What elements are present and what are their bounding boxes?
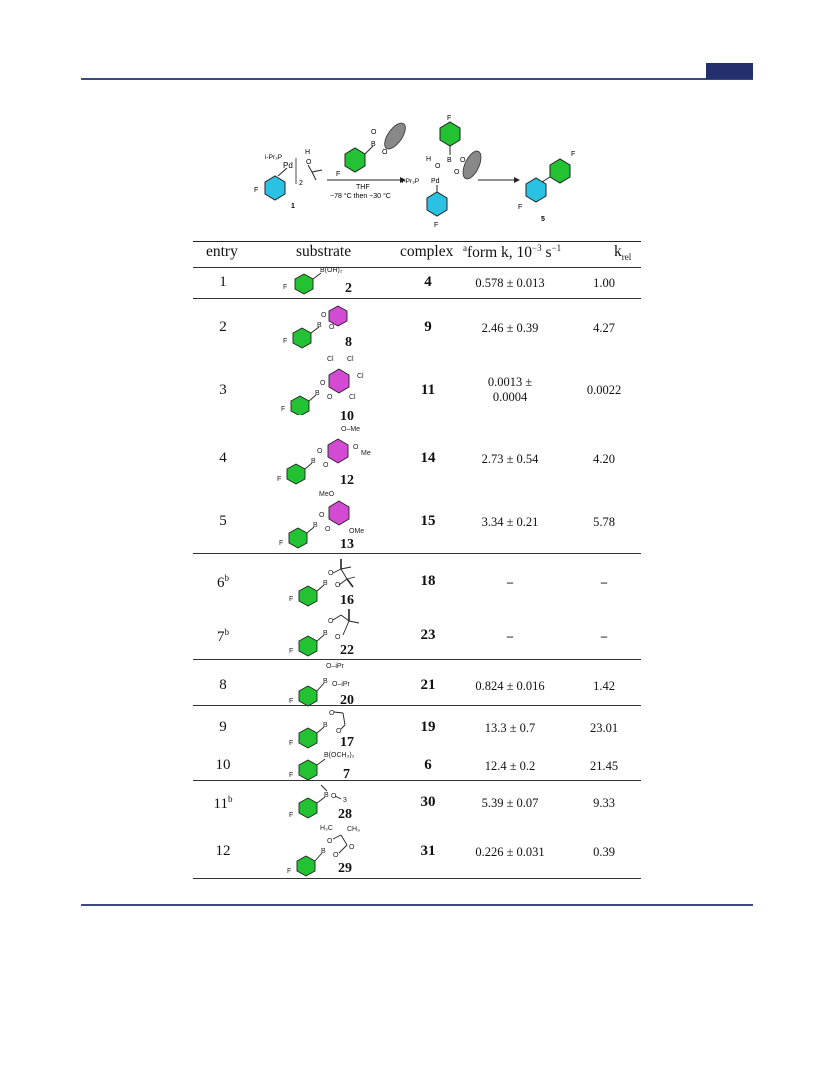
row-2-krel: 4.27 (593, 321, 615, 335)
svg-text:F: F (283, 284, 288, 291)
row-7-entry: 7$^b$ (217, 627, 229, 645)
reagent-f-label: F (254, 187, 259, 194)
svg-text:Pd: Pd (431, 178, 440, 185)
svg-text:OMe: OMe (349, 528, 365, 535)
row-6-substrate-label: 16 (340, 593, 354, 608)
row-3-entry: 3 (219, 382, 227, 398)
svg-text:O: O (328, 618, 334, 625)
row-5-substrate-label: 13 (340, 537, 354, 552)
svg-text:B(OCH₃)₂: B(OCH₃)₂ (324, 752, 355, 759)
svg-text:O: O (325, 526, 331, 533)
svg-text:O–iPr: O–iPr (332, 681, 350, 688)
svg-text:B: B (323, 722, 328, 729)
svg-text:O: O (327, 394, 333, 401)
svg-text:B: B (315, 390, 320, 397)
svg-text:F: F (336, 171, 341, 178)
svg-text:O: O (331, 793, 337, 800)
row-8-krel: 1.42 (593, 679, 615, 693)
row-1-entry: 1 (219, 274, 227, 290)
row-1-krel: 1.00 (593, 276, 615, 290)
row-12-substrate-label: 29 (338, 861, 352, 876)
header-entry: entry (206, 243, 238, 260)
row-10-rate: 12.4 ± 0.2 (484, 759, 536, 773)
row-1-rate: 0.578 ± 0.013 (475, 276, 545, 290)
reagent-two-label: 2 (299, 180, 303, 187)
svg-text:O: O (349, 844, 355, 851)
row-6-complex: 18 (420, 573, 436, 589)
row-5-rule (193, 553, 641, 554)
svg-text:F: F (571, 151, 576, 158)
row-10-substrate-label: 7 (343, 767, 350, 782)
svg-text:O: O (320, 380, 326, 387)
row-7-krel: – (600, 629, 608, 643)
svg-text:F: F (434, 222, 439, 229)
svg-text:O: O (454, 169, 460, 176)
row-10-rule (193, 780, 641, 781)
svg-text:H: H (426, 156, 432, 163)
svg-text:H₃C: H₃C (320, 825, 333, 832)
header-krel: $k_{rel}$ (614, 243, 632, 263)
row-9-substrate-label: 17 (340, 735, 354, 750)
row-4-entry: 4 (219, 450, 227, 466)
svg-text:O: O (335, 582, 341, 589)
svg-text:O: O (328, 570, 334, 577)
svg-text:O: O (323, 462, 329, 469)
boronic-ester-reagent (336, 120, 409, 178)
product-5-structure (518, 151, 575, 223)
page-number-box (706, 63, 753, 79)
row-4-krel: 4.20 (593, 452, 615, 466)
row-4-substrate-structure (273, 423, 403, 485)
svg-text:B: B (323, 678, 328, 685)
svg-text:B: B (321, 848, 326, 855)
reaction-scheme (250, 110, 620, 235)
row-9-rate: 13.3 ± 0.7 (484, 721, 536, 735)
svg-text:B: B (447, 157, 452, 164)
reagent-h-label: H (305, 149, 311, 156)
table-bottom-rule (193, 878, 641, 879)
row-9-substrate-structure (273, 705, 403, 749)
row-11-krel: 9.33 (593, 796, 615, 810)
row-4-substrate-label: 12 (340, 473, 354, 488)
svg-text:O: O (321, 312, 327, 319)
row-6-substrate-structure (273, 557, 403, 607)
svg-text:O: O (371, 129, 377, 136)
header-complex: complex (400, 243, 454, 260)
svg-text:O: O (335, 634, 341, 641)
row-10-substrate-structure (273, 749, 403, 783)
row-8-complex: 21 (420, 677, 436, 693)
svg-text:Cl: Cl (357, 373, 364, 380)
row-6-krel: – (600, 575, 608, 589)
row-8-substrate-label: 20 (340, 693, 354, 708)
conditions-label: −78 °C then −30 °C (330, 193, 391, 200)
row-7-substrate-structure (273, 607, 403, 657)
svg-text:B(OH)₂: B(OH)₂ (320, 267, 343, 274)
header-rule (193, 267, 641, 268)
svg-text:F: F (289, 648, 294, 655)
row-7-complex: 23 (420, 627, 436, 643)
row-1-substrate-label: 2 (345, 281, 352, 296)
svg-text:i-Pr₃P: i-Pr₃P (402, 178, 420, 185)
svg-text:B: B (313, 522, 318, 529)
header-form-k: $^a$form k, $10^{-3}$ $s^{-1}$ (463, 243, 562, 262)
svg-text:3: 3 (343, 797, 347, 804)
row-5-rate: 3.34 ± 0.21 (481, 515, 539, 529)
svg-text:Cl: Cl (327, 356, 334, 363)
row-10-krel: 21.45 (589, 759, 619, 773)
intermediate-complex (402, 115, 485, 229)
footer-rule (81, 904, 753, 906)
row-8-rate: 0.824 ± 0.016 (475, 679, 545, 693)
row-5-complex: 15 (420, 513, 436, 529)
row-2-substrate-structure (273, 301, 393, 349)
svg-text:B: B (311, 458, 316, 465)
reagent-number: 1 (291, 203, 295, 210)
svg-text:F: F (289, 812, 294, 819)
svg-text:F: F (289, 740, 294, 747)
row-1-rule (193, 298, 641, 299)
svg-text:F: F (283, 338, 288, 345)
row-2-substrate-label: 8 (345, 335, 352, 350)
svg-text:O: O (435, 163, 441, 170)
svg-text:Me: Me (361, 450, 371, 457)
row-12-entry: 12 (215, 843, 231, 859)
row-11-substrate-label: 28 (338, 807, 352, 822)
row-4-complex: 14 (420, 450, 436, 466)
row-3-substrate-label: 10 (340, 409, 354, 424)
row-8-rule (193, 705, 641, 706)
header-substrate: substrate (296, 243, 352, 260)
svg-text:O: O (317, 448, 323, 455)
row-11-rate: 5.39 ± 0.07 (481, 796, 539, 810)
svg-text:B: B (317, 322, 322, 329)
svg-text:B: B (371, 141, 376, 148)
svg-text:O: O (336, 728, 342, 735)
svg-text:F: F (289, 772, 294, 779)
svg-text:Cl: Cl (347, 356, 354, 363)
row-1-complex: 4 (424, 274, 432, 290)
row-10-entry: 10 (215, 757, 231, 773)
row-11-entry: 11$^b$ (213, 794, 233, 812)
reagent-1-structure (254, 149, 322, 210)
row-5-entry: 5 (219, 513, 227, 529)
svg-text:F: F (277, 476, 282, 483)
svg-text:O: O (319, 512, 325, 519)
svg-text:O: O (333, 852, 339, 859)
svg-text:F: F (518, 204, 523, 211)
row-2-entry: 2 (219, 319, 227, 335)
svg-text:F: F (289, 698, 294, 705)
product-number: 5 (541, 216, 545, 223)
row-3-substrate-structure (273, 353, 393, 415)
svg-text:F: F (287, 868, 292, 875)
table-top-rule (193, 241, 641, 242)
reagent-pd-label: Pd (283, 161, 293, 170)
svg-text:B: B (323, 580, 328, 587)
svg-text:O: O (329, 324, 335, 331)
row-5-krel: 5.78 (593, 515, 615, 529)
svg-text:O: O (329, 710, 335, 717)
svg-text:F: F (289, 596, 294, 603)
row-10-complex: 6 (424, 757, 432, 773)
row-8-entry: 8 (219, 677, 227, 693)
row-12-krel: 0.39 (593, 845, 615, 859)
svg-text:O–Me: O–Me (341, 426, 361, 433)
row-7-substrate-label: 22 (340, 643, 354, 658)
header-rule (81, 78, 753, 80)
row-8-substrate-structure (273, 659, 403, 707)
svg-text:F: F (281, 406, 286, 413)
svg-text:O: O (327, 838, 333, 845)
solvent-label: THF (356, 184, 370, 191)
row-5-substrate-structure (273, 487, 403, 549)
reagent-ligand-label: i-Pr₃P (265, 154, 283, 161)
row-7-rule (193, 659, 641, 660)
svg-text:B: B (323, 630, 328, 637)
svg-text:MeO: MeO (319, 491, 335, 498)
svg-text:F: F (447, 115, 452, 122)
svg-text:Cl: Cl (349, 394, 356, 401)
row-7-rate: – (506, 629, 514, 643)
row-12-complex: 31 (420, 843, 436, 859)
row-3-complex: 11 (420, 382, 436, 398)
svg-text:O: O (460, 157, 466, 164)
row-6-rate: – (506, 575, 514, 589)
row-12-rate: 0.226 ± 0.031 (475, 845, 545, 859)
row-9-krel: 23.01 (589, 721, 619, 735)
svg-text:CH₃: CH₃ (347, 826, 360, 833)
row-3-krel: 0.0022 (586, 383, 622, 397)
row-1-substrate-structure (273, 265, 393, 301)
row-6-entry: 6$^b$ (217, 573, 229, 591)
svg-text:O: O (353, 444, 359, 451)
row-11-complex: 30 (420, 794, 436, 810)
svg-text:O–iPr: O–iPr (326, 663, 344, 670)
row-3-rate: 0.0013 ± 0.0004 (487, 375, 533, 404)
svg-text:B: B (324, 792, 329, 799)
row-9-complex: 19 (420, 719, 436, 735)
row-2-rate: 2.46 ± 0.39 (481, 321, 539, 335)
row-9-entry: 9 (219, 719, 227, 735)
row-2-complex: 9 (424, 319, 432, 335)
svg-text:O: O (382, 149, 388, 156)
reagent-o-label: O (306, 159, 312, 166)
row-4-rate: 2.73 ± 0.54 (481, 452, 539, 466)
svg-text:F: F (279, 540, 284, 547)
